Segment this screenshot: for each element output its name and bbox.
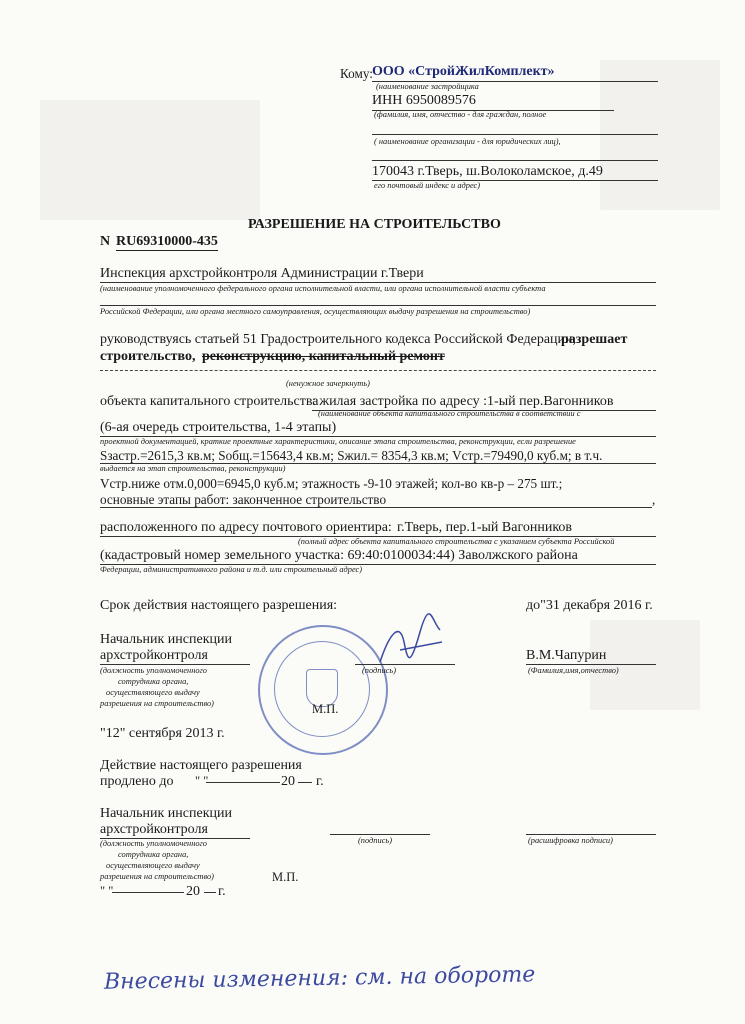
extension-prefix: продлено до bbox=[100, 774, 174, 789]
bleed-through-block bbox=[600, 60, 720, 210]
signatory1-title-2: архстройконтроля bbox=[100, 648, 208, 663]
signatory2-note-2: сотрудника органа, bbox=[118, 850, 189, 859]
validity-value: до"31 декабря 2016 г. bbox=[526, 598, 653, 613]
signatory1-mp: М.П. bbox=[312, 702, 339, 716]
signatory2-title-2: архстройконтроля bbox=[100, 822, 208, 837]
authority-line bbox=[100, 282, 656, 283]
permit-number-prefix: N bbox=[100, 234, 111, 249]
signatory1-note-1: (должность уполномоченного bbox=[100, 666, 207, 675]
location-note-1: (полный адрес объекта капитального строительства с указанием субъекта Российской bbox=[298, 537, 615, 546]
location-label: расположенного по адресу почтового ориентира: bbox=[100, 520, 392, 535]
authority-line-2 bbox=[100, 305, 656, 306]
signatory1-sign-note: (подпись) bbox=[362, 666, 396, 675]
signatory1-title-line bbox=[100, 664, 250, 665]
recipient-address-note: его почтовый индекс и адрес) bbox=[374, 181, 481, 190]
signatory1-title-1: Начальник инспекции bbox=[100, 632, 232, 647]
permit-struck-text: реконструкцию, капитальный ремонт bbox=[202, 349, 445, 364]
recipient-label: Кому: bbox=[340, 66, 373, 81]
validity-label: Срок действия настоящего разрешения: bbox=[100, 598, 338, 613]
object-note-3: выдается на этап строительства, реконструкции) bbox=[100, 464, 286, 473]
signatory1-note-2: сотрудника органа, bbox=[118, 677, 189, 686]
object-line-5: основные этапы работ: законченное строительство bbox=[100, 492, 387, 507]
permit-allows: разрешает bbox=[561, 332, 628, 347]
object-line-3: Sзастр.=2615,3 кв.м; Sобщ.=15643,4 кв.м; Sжил.= 8354,3 кв.м; Vстр.=79490,0 куб.м; в т.ч. bbox=[100, 448, 603, 463]
signatory1-note-3: осуществляющего выдачу bbox=[106, 688, 200, 697]
extension-line-1: Действие настоящего разрешения bbox=[100, 758, 302, 773]
object-line-5-rule bbox=[100, 507, 652, 508]
extension-year: 20 bbox=[281, 774, 295, 789]
recipient-address: 170043 г.Тверь, ш.Волоколамское, д.49 bbox=[372, 164, 603, 179]
signatory1-sign-line bbox=[355, 664, 455, 665]
signatory2-decode-note: (расшифровка подписи) bbox=[528, 836, 613, 845]
extension-year-line bbox=[298, 782, 312, 783]
signatory2-note-1: (должность уполномоченного bbox=[100, 839, 207, 848]
signatory2-sign-note: (подпись) bbox=[358, 836, 392, 845]
signature-icon bbox=[370, 612, 450, 672]
signatory2-note-3: осуществляющего выдачу bbox=[106, 861, 200, 870]
recipient-company: ООО «СтройЖилКомплект» bbox=[372, 64, 555, 79]
signatory2-year: 20 bbox=[186, 884, 200, 899]
object-line-4: Vстр.ниже отм.0,000=6945,0 куб.м; этажность -9-10 этажей; кол-во кв-р – 275 шт.; bbox=[100, 476, 563, 491]
object-line-2: (6-ая очередь строительства, 1-4 этапы) bbox=[100, 420, 337, 435]
location-line-2: (кадастровый номер земельного участка: 69:40:0100034:44) Заволжского района bbox=[100, 548, 578, 563]
recipient-inn: ИНН 6950089576 bbox=[372, 93, 476, 108]
authority-note-2: Российской Федерации, или органа местного самоуправления, осуществляющих выдачу разрешения на строительство) bbox=[100, 307, 531, 316]
document-title: РАЗРЕШЕНИЕ НА СТРОИТЕЛЬСТВО bbox=[248, 217, 501, 232]
signatory1-name: В.М.Чапурин bbox=[526, 648, 607, 663]
object-note-1: (наименование объекта капитального строительства в соответствии с bbox=[318, 409, 581, 418]
signatory2-g: г. bbox=[218, 884, 226, 899]
object-value: : жилая застройка по адресу :1-ый пер.Вагонников bbox=[312, 394, 614, 409]
handwritten-note: Внесены изменения: см. на обороте bbox=[103, 962, 536, 995]
cross-out-note: (ненужное зачеркнуть) bbox=[286, 379, 370, 388]
extension-date-line bbox=[206, 782, 280, 783]
official-seal bbox=[258, 625, 388, 755]
permit-lead: руководствуясь статьей 51 Градостроительного кодекса Российской Федерации, bbox=[100, 332, 577, 347]
authority-note-1: (наименование уполномоченного федерального органа исполнительной власти, или органа исполнительной власти субъекта bbox=[100, 284, 546, 293]
signatory2-mp: М.П. bbox=[272, 870, 299, 884]
permit-construction: строительство, bbox=[100, 349, 196, 364]
extension-date-quotes: " " bbox=[195, 774, 209, 788]
object-label: объекта капитального строительства bbox=[100, 394, 319, 409]
signatory2-year-line bbox=[204, 892, 216, 893]
signatory2-decode-line bbox=[526, 834, 656, 835]
signatory2-sign-line bbox=[330, 834, 430, 835]
recipient-inn-note: (фамилия, имя, отчество - для граждан, полное bbox=[374, 110, 547, 119]
permit-number: RU69310000-435 bbox=[116, 234, 218, 249]
signatory2-title-1: Начальник инспекции bbox=[100, 806, 232, 821]
recipient-blank-line-2 bbox=[372, 160, 658, 161]
object-line-5-end: , bbox=[652, 492, 656, 507]
recipient-org-note: ( наименование организации - для юридических лиц), bbox=[374, 137, 561, 146]
signatory2-date-quotes: " " bbox=[100, 884, 114, 898]
signatory2-date-line bbox=[112, 892, 184, 893]
object-note-2: проектной документацией, краткие проектные характеристики, описание этапа строительства, реконструкции, если разрешение bbox=[100, 437, 576, 446]
permit-dash-line bbox=[100, 370, 656, 371]
location-note-2: Федерации, административного района и т.д. или строительный адрес) bbox=[100, 565, 363, 574]
signatory1-name-note: (Фамилия,имя,отчество) bbox=[528, 666, 619, 675]
signatory1-date: "12" сентября 2013 г. bbox=[100, 726, 225, 741]
extension-g: г. bbox=[316, 774, 324, 789]
authority-name: Инспекция архстройконтроля Администрации г.Твери bbox=[100, 266, 424, 281]
bleed-through-block bbox=[590, 620, 700, 710]
location-value: г.Тверь, пер.1-ый Вагонников bbox=[397, 520, 573, 535]
signatory1-name-line bbox=[526, 664, 656, 665]
recipient-company-note: (наименование застройщика bbox=[376, 82, 479, 91]
signatory1-note-4: разрешения на строительство) bbox=[100, 699, 214, 708]
recipient-blank-line bbox=[372, 134, 658, 135]
bleed-through-block bbox=[40, 100, 260, 220]
signatory2-note-4: разрешения на строительство) bbox=[100, 872, 214, 881]
